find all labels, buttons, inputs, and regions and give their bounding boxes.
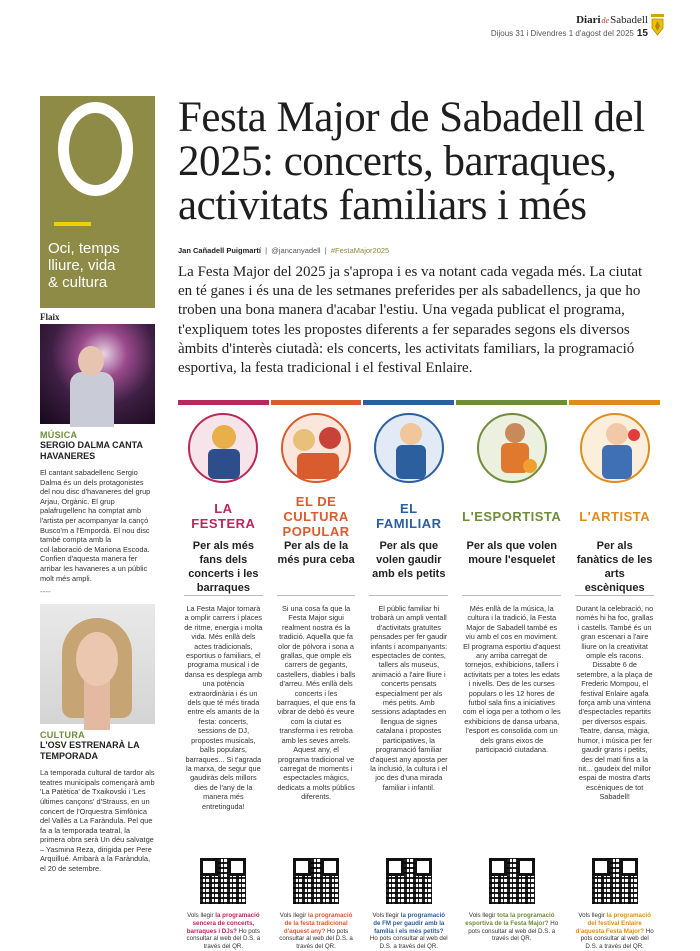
article <box>178 96 660 378</box>
column-familiar <box>363 400 454 951</box>
newspaper-header <box>491 14 648 39</box>
cultura-illustration <box>281 413 351 483</box>
author-handle: @jancanyadell <box>271 246 321 255</box>
familiar-footer: Vols llegir la programació de FM per gaudir amb la família i els més petits? Ho pots consultar al web del D.S. a través del QR. <box>369 912 448 951</box>
qr-code[interactable] <box>489 858 535 904</box>
page-number: 15 <box>636 28 648 39</box>
festera-subtitle: Per als més fans dels concerts i les barraques <box>188 540 259 594</box>
culture-headline: L'OSV ESTRENARÀ LA TEMPORADA <box>40 740 140 762</box>
familiar-subtitle: Per als que volen gaudir amb els petits <box>372 540 446 580</box>
music-body: El cantant sabadellenc Sergio Dalma és un dels protagonistes del nou disc d'havaneres del grup Arjau, Orgànic. El grup palafrugellenc ha comptat amb l'artista per acompanyar la cançó Busco'm a l'Empordà. El nou disc també compta amb la col·laboració de Mariona Escoda. Confien d'aquesta manera fer arribar les havaneres a un públic molt més ampli. <box>40 468 151 583</box>
column-festera <box>178 400 269 951</box>
lead-paragraph: La Festa Major del 2025 ja s'apropa i es va notant cada vegada més. La ciutat en té ganes i és una de les setmanes preferides per als sabadellencs, ja que ho troben una bona manera d'acabar l'estiu. Una vegada publicat el programa, t'expliquem totes les propostes diferents a fer separades segons els diversos àmbits d'interès ciutadà: els concerts, les activitats familiars, la programació esportiva, la festa tradicional i el festival Enlaire. <box>178 264 643 377</box>
category-columns <box>178 400 660 951</box>
qr-code[interactable] <box>200 858 246 904</box>
cultura-text: Si una cosa fa que la Festa Major sigui realment nostra és la tradició. Aquella que fa olor de pólvora i sona a grallas, que omple els carrers de gegants, castellers, diables i balls d'arreu. Més enllà dels concerts i les barraques, el que ens fa vibrar de debò és veure com la ciutat es transforma i es retroba amb les seves arrels. Aquest any, el programa tradicional ve carregat de moments i espectacles màgics, dedicats a molts públics diferents. <box>276 604 356 802</box>
artista-label: L'ARTISTA <box>579 508 651 524</box>
divider: ---- <box>40 587 51 597</box>
cultura-subtitle: Per als de la més pura ceba <box>277 540 355 566</box>
section-title: Oci, temps lliure, vida & cultura <box>48 240 120 291</box>
familiar-text: El públic familiar hi trobarà un ampli ventall d'activitats gratuïtes pensades per fer gaudir infants i acompanyants: espectacles de contes, tallers als museus, animació a l'aire lliure i concerts pensats especialment per als més petits. Amb sessions adaptades en llengua de signes catalana i propostes participatives, la programació familiar d'aquest any aposta per la inclusió, la cultura i el joc des d'una mirada familiar i infantil. <box>369 604 448 792</box>
familiar-label: EL FAMILIAR <box>376 501 442 531</box>
festera-footer: Vols llegir la programació sencera de concerts, barraques i DJs? Ho pots consultar al web del D.S. a través del QR. <box>186 912 261 951</box>
issue-date: Dijous 31 i Divendres 1 d'agost del 2025 15 <box>490 28 648 39</box>
byline: Jan Cañadell Puigmartí | @jancanyadell | #FestaMajor2025 <box>178 246 390 255</box>
cultura-label: EL DE CULTURA POPULAR <box>282 493 350 539</box>
article-title: Festa Major de Sabadell del 2025: concerts, barraques, activitats familiars i més <box>178 94 645 229</box>
qr-code[interactable] <box>386 858 432 904</box>
flaix-label: Flaix <box>40 312 60 322</box>
cultura-footer: Vols llegir la programació de la festa tradicional d'aquest any? Ho pots consultar al web del D.S. a través del QR. <box>279 912 353 951</box>
festera-label: LA FESTERA <box>191 501 256 531</box>
shield-icon <box>651 14 664 36</box>
esportista-illustration <box>477 413 547 483</box>
festera-text: La Festa Major tornarà a omplir carrers i places de ritme, energia i molta vida. Més enllà dels actes tradicionals, esportius o familiars, el programa musical i de dansa es desplega amb una potència extraordinària i és un dels que té més tirada entre els amants de la festa: concerts, sessions de DJ, propostes musicals, balls populars, barraques... Si t'agrada la marxa, de segur que gaudiràs dels millors dies de l'any de la manera més entretinguda! <box>184 604 263 811</box>
esportista-text: Més enllà de la música, la cultura i la tradició, la Festa Major de Sabadell també es viu amb el cos en moviment. El programa esportiu d'aquest any arriba carregat de tornejos, exhibicions, tallers i activitats per a totes les edats i nivells. Des de les curses populars o les 12 hores de futbol sala fins a iniciatives com el ioga per a tothom o les exhibicions de dansa urbana, l'esport es consolida com un dels grans eixos de participació ciutadana. <box>462 604 561 755</box>
section-letter-o <box>58 102 133 196</box>
artista-subtitle: Per als fanàtics de les arts escèniques <box>576 540 653 594</box>
festera-illustration <box>188 413 258 483</box>
yellow-accent-bar <box>54 222 91 226</box>
culture-body: La temporada cultural de tardor als teatres municipals començarà amb 'La Patètica' de Txaikovski i 'Les últimes cançons' d'Strauss, en un concert de l'Orquestra Simfònica del Vallès a La Faràndula. Pel que fa a la temporada teatral, la primera obra serà Un déu salvatge – Yasmina Reza, dirigida per Pere Arquillué. Arribarà a la Faràndula, el 20 de setembre. <box>40 768 155 874</box>
left-sidebar <box>40 96 155 874</box>
column-artista <box>569 400 660 951</box>
culture-section-label: CULTURA <box>40 730 85 741</box>
music-headline: SERGIO DALMA CANTA HAVANERES <box>40 440 143 461</box>
actress-photo <box>40 604 155 724</box>
familiar-illustration <box>374 413 444 483</box>
music-section-label: MÚSICA <box>40 430 78 440</box>
author: Jan Cañadell Puigmartí <box>178 246 261 255</box>
hashtag: #FestaMajor2025 <box>330 246 390 255</box>
masthead: DiarideSabadell <box>576 14 648 26</box>
section-badge <box>40 96 155 308</box>
artista-text: Durant la celebració, no només hi ha foc, grallas i castells. També és un gran escenari a l'aire lliure on la creativitat omple els racons. Dissabte 6 de setembre, a la plaça de Frederic Mompou, el festival Enlaire agafa força amb una vintena d'espectacles repartits per diversos espais. Teatre, dansa, màgia, humor, i música per fer gaudir grans i petits, des del matí fins a la nit... gaudeix del millor espai de mostra d'arts escèniques de tot Sabadell! <box>576 604 654 802</box>
column-cultura-popular <box>271 400 362 951</box>
esportista-subtitle: Per als que volen moure l'esquelet <box>466 540 557 566</box>
esportista-label: L'ESPORTISTA <box>462 508 562 524</box>
artista-footer: Vols llegir la programació del festival Enlaire d'aquesta Festa Major? Ho pots consultar al web del D.S. a través del QR. <box>575 912 654 951</box>
sergio-dalma-photo <box>40 324 155 424</box>
qr-code[interactable] <box>293 858 339 904</box>
qr-code[interactable] <box>592 858 638 904</box>
column-esportista <box>456 400 567 943</box>
artista-illustration <box>580 413 650 483</box>
esportista-footer: Vols llegir tota la programació esportiva de la Festa Major? Ho pots consultar al web del D.S. a través del QR. <box>465 912 559 943</box>
